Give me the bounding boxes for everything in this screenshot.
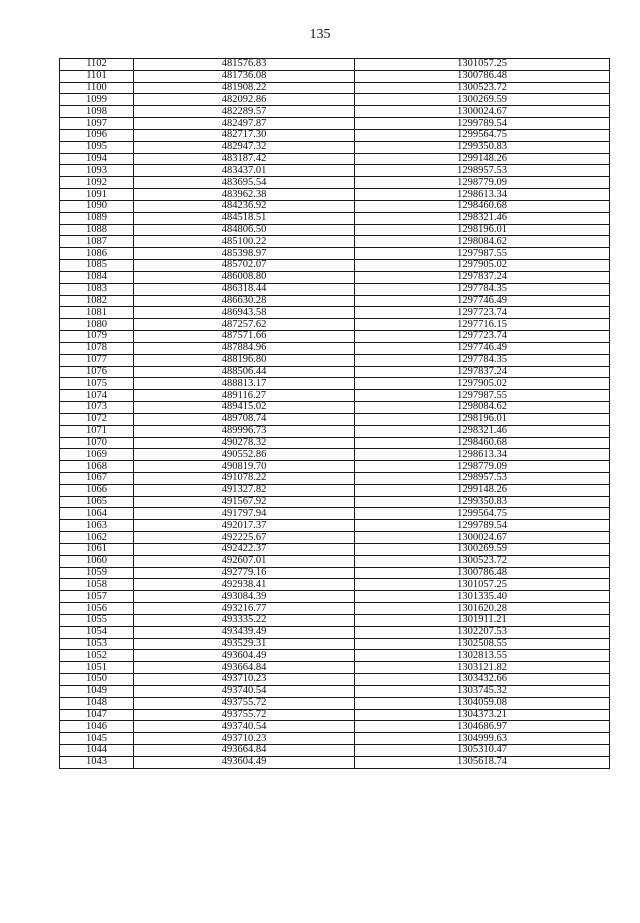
x-coordinate-cell: 486318.44	[134, 283, 355, 295]
table-row	[60, 106, 610, 118]
table-row	[60, 402, 610, 414]
y-coordinate-cell: 1297784.35	[355, 354, 610, 366]
y-coordinate-cell: 1298957.53	[355, 165, 610, 177]
x-coordinate-cell: 488813.17	[134, 378, 355, 390]
y-coordinate-cell: 1302508.55	[355, 638, 610, 650]
x-coordinate-cell: 481908.22	[134, 82, 355, 94]
y-coordinate-cell: 1300269.59	[355, 94, 610, 106]
y-coordinate-cell: 1301620.28	[355, 603, 610, 615]
x-coordinate-cell: 492422.37	[134, 543, 355, 555]
y-coordinate-cell: 1300786.48	[355, 567, 610, 579]
x-coordinate-cell: 492017.37	[134, 520, 355, 532]
y-coordinate-cell: 1297905.02	[355, 260, 610, 272]
point-number-cell: 1088	[60, 224, 134, 236]
x-coordinate-cell: 493529.31	[134, 638, 355, 650]
x-coordinate-cell: 485398.97	[134, 248, 355, 260]
x-coordinate-cell: 491567.92	[134, 496, 355, 508]
table-row	[60, 366, 610, 378]
point-number-cell: 1046	[60, 721, 134, 733]
table-row	[60, 638, 610, 650]
y-coordinate-cell: 1298196.01	[355, 224, 610, 236]
page-number: 135	[309, 27, 331, 42]
x-coordinate-cell: 493604.49	[134, 650, 355, 662]
coordinates-table-body	[60, 59, 610, 769]
point-number-cell: 1053	[60, 638, 134, 650]
y-coordinate-cell: 1298779.09	[355, 461, 610, 473]
x-coordinate-cell: 491797.94	[134, 508, 355, 520]
point-number-cell: 1094	[60, 153, 134, 165]
point-number-cell: 1048	[60, 697, 134, 709]
y-coordinate-cell: 1301335.40	[355, 591, 610, 603]
point-number-cell: 1082	[60, 295, 134, 307]
point-number-cell: 1065	[60, 496, 134, 508]
point-number-cell: 1068	[60, 461, 134, 473]
point-number-cell: 1095	[60, 141, 134, 153]
x-coordinate-cell: 491078.22	[134, 472, 355, 484]
point-number-cell: 1064	[60, 508, 134, 520]
y-coordinate-cell: 1298321.46	[355, 425, 610, 437]
point-number-cell: 1086	[60, 248, 134, 260]
table-row	[60, 425, 610, 437]
point-number-cell: 1052	[60, 650, 134, 662]
y-coordinate-cell: 1297723.74	[355, 307, 610, 319]
table-row	[60, 236, 610, 248]
y-coordinate-cell: 1297837.24	[355, 271, 610, 283]
table-row	[60, 520, 610, 532]
point-number-cell: 1047	[60, 709, 134, 721]
table-row	[60, 59, 610, 71]
x-coordinate-cell: 493439.49	[134, 626, 355, 638]
x-coordinate-cell: 493216.77	[134, 603, 355, 615]
x-coordinate-cell: 487571.66	[134, 331, 355, 343]
table-row	[60, 94, 610, 106]
point-number-cell: 1087	[60, 236, 134, 248]
x-coordinate-cell: 481736.08	[134, 70, 355, 82]
table-row	[60, 390, 610, 402]
point-number-cell: 1096	[60, 129, 134, 141]
y-coordinate-cell: 1301911.21	[355, 614, 610, 626]
point-number-cell: 1060	[60, 555, 134, 567]
table-row	[60, 260, 610, 272]
point-number-cell: 1057	[60, 591, 134, 603]
table-row	[60, 721, 610, 733]
point-number-cell: 1069	[60, 449, 134, 461]
x-coordinate-cell: 485100.22	[134, 236, 355, 248]
y-coordinate-cell: 1298613.34	[355, 189, 610, 201]
point-number-cell: 1063	[60, 520, 134, 532]
table-row	[60, 307, 610, 319]
point-number-cell: 1074	[60, 390, 134, 402]
x-coordinate-cell: 490819.70	[134, 461, 355, 473]
point-number-cell: 1058	[60, 579, 134, 591]
point-number-cell: 1055	[60, 614, 134, 626]
point-number-cell: 1083	[60, 283, 134, 295]
x-coordinate-cell: 492607.01	[134, 555, 355, 567]
table-row	[60, 555, 610, 567]
y-coordinate-cell: 1303745.32	[355, 685, 610, 697]
x-coordinate-cell: 487884.96	[134, 342, 355, 354]
point-number-cell: 1059	[60, 567, 134, 579]
y-coordinate-cell: 1302813.55	[355, 650, 610, 662]
table-row	[60, 70, 610, 82]
point-number-cell: 1102	[60, 59, 134, 71]
x-coordinate-cell: 482717.30	[134, 129, 355, 141]
table-row	[60, 331, 610, 343]
point-number-cell: 1081	[60, 307, 134, 319]
point-number-cell: 1067	[60, 472, 134, 484]
y-coordinate-cell: 1300786.48	[355, 70, 610, 82]
table-row	[60, 745, 610, 757]
point-number-cell: 1085	[60, 260, 134, 272]
point-number-cell: 1044	[60, 745, 134, 757]
x-coordinate-cell: 488196.80	[134, 354, 355, 366]
y-coordinate-cell: 1304999.63	[355, 733, 610, 745]
x-coordinate-cell: 486943.58	[134, 307, 355, 319]
point-number-cell: 1089	[60, 212, 134, 224]
x-coordinate-cell: 493755.72	[134, 697, 355, 709]
table-row	[60, 342, 610, 354]
y-coordinate-cell: 1304059.08	[355, 697, 610, 709]
x-coordinate-cell: 489116.27	[134, 390, 355, 402]
table-row	[60, 200, 610, 212]
x-coordinate-cell: 482497.87	[134, 118, 355, 130]
y-coordinate-cell: 1299350.83	[355, 141, 610, 153]
y-coordinate-cell: 1297987.55	[355, 248, 610, 260]
table-row	[60, 378, 610, 390]
y-coordinate-cell: 1298460.68	[355, 437, 610, 449]
table-row	[60, 532, 610, 544]
table-row	[60, 591, 610, 603]
x-coordinate-cell: 493604.49	[134, 756, 355, 768]
point-number-cell: 1072	[60, 413, 134, 425]
y-coordinate-cell: 1300024.67	[355, 532, 610, 544]
x-coordinate-cell: 482947.32	[134, 141, 355, 153]
y-coordinate-cell: 1297905.02	[355, 378, 610, 390]
x-coordinate-cell: 489415.02	[134, 402, 355, 414]
table-row	[60, 674, 610, 686]
x-coordinate-cell: 482289.57	[134, 106, 355, 118]
x-coordinate-cell: 481576.83	[134, 59, 355, 71]
point-number-cell: 1051	[60, 662, 134, 674]
table-row	[60, 614, 610, 626]
y-coordinate-cell: 1298084.62	[355, 402, 610, 414]
x-coordinate-cell: 493755.72	[134, 709, 355, 721]
point-number-cell: 1070	[60, 437, 134, 449]
point-number-cell: 1073	[60, 402, 134, 414]
table-row	[60, 472, 610, 484]
x-coordinate-cell: 486008.80	[134, 271, 355, 283]
table-row	[60, 484, 610, 496]
table-row	[60, 82, 610, 94]
x-coordinate-cell: 490278.32	[134, 437, 355, 449]
point-number-cell: 1100	[60, 82, 134, 94]
point-number-cell: 1077	[60, 354, 134, 366]
table-row	[60, 733, 610, 745]
coordinates-table	[59, 58, 610, 769]
y-coordinate-cell: 1297716.15	[355, 319, 610, 331]
table-row	[60, 319, 610, 331]
table-row	[60, 283, 610, 295]
y-coordinate-cell: 1301057.25	[355, 59, 610, 71]
y-coordinate-cell: 1297746.49	[355, 342, 610, 354]
table-row	[60, 626, 610, 638]
table-row	[60, 165, 610, 177]
y-coordinate-cell: 1302207.53	[355, 626, 610, 638]
x-coordinate-cell: 486630.28	[134, 295, 355, 307]
point-number-cell: 1084	[60, 271, 134, 283]
x-coordinate-cell: 493740.54	[134, 721, 355, 733]
x-coordinate-cell: 484518.51	[134, 212, 355, 224]
x-coordinate-cell: 483437.01	[134, 165, 355, 177]
point-number-cell: 1066	[60, 484, 134, 496]
y-coordinate-cell: 1300024.67	[355, 106, 610, 118]
y-coordinate-cell: 1297987.55	[355, 390, 610, 402]
x-coordinate-cell: 493710.23	[134, 733, 355, 745]
table-row	[60, 153, 610, 165]
table-row	[60, 224, 610, 236]
point-number-cell: 1076	[60, 366, 134, 378]
point-number-cell: 1043	[60, 756, 134, 768]
table-row	[60, 567, 610, 579]
y-coordinate-cell: 1299564.75	[355, 129, 610, 141]
y-coordinate-cell: 1301057.25	[355, 579, 610, 591]
x-coordinate-cell: 488506.44	[134, 366, 355, 378]
table-row	[60, 461, 610, 473]
y-coordinate-cell: 1304373.21	[355, 709, 610, 721]
y-coordinate-cell: 1298321.46	[355, 212, 610, 224]
point-number-cell: 1093	[60, 165, 134, 177]
table-row	[60, 650, 610, 662]
table-row	[60, 141, 610, 153]
table-row	[60, 118, 610, 130]
point-number-cell: 1092	[60, 177, 134, 189]
x-coordinate-cell: 484236.92	[134, 200, 355, 212]
x-coordinate-cell: 489996.73	[134, 425, 355, 437]
y-coordinate-cell: 1300269.59	[355, 543, 610, 555]
table-row	[60, 508, 610, 520]
y-coordinate-cell: 1298613.34	[355, 449, 610, 461]
y-coordinate-cell: 1299564.75	[355, 508, 610, 520]
y-coordinate-cell: 1298779.09	[355, 177, 610, 189]
y-coordinate-cell: 1297746.49	[355, 295, 610, 307]
x-coordinate-cell: 492779.16	[134, 567, 355, 579]
table-row	[60, 354, 610, 366]
point-number-cell: 1062	[60, 532, 134, 544]
x-coordinate-cell: 482092.86	[134, 94, 355, 106]
table-row	[60, 413, 610, 425]
point-number-cell: 1071	[60, 425, 134, 437]
x-coordinate-cell: 487257.62	[134, 319, 355, 331]
y-coordinate-cell: 1305310.47	[355, 745, 610, 757]
y-coordinate-cell: 1300523.72	[355, 555, 610, 567]
point-number-cell: 1101	[60, 70, 134, 82]
y-coordinate-cell: 1298957.53	[355, 472, 610, 484]
y-coordinate-cell: 1305618.74	[355, 756, 610, 768]
y-coordinate-cell: 1299148.26	[355, 153, 610, 165]
table-row	[60, 543, 610, 555]
x-coordinate-cell: 492225.67	[134, 532, 355, 544]
point-number-cell: 1054	[60, 626, 134, 638]
point-number-cell: 1061	[60, 543, 134, 555]
point-number-cell: 1050	[60, 674, 134, 686]
y-coordinate-cell: 1300523.72	[355, 82, 610, 94]
x-coordinate-cell: 493664.84	[134, 662, 355, 674]
y-coordinate-cell: 1303121.82	[355, 662, 610, 674]
point-number-cell: 1078	[60, 342, 134, 354]
y-coordinate-cell: 1299789.54	[355, 118, 610, 130]
y-coordinate-cell: 1298196.01	[355, 413, 610, 425]
point-number-cell: 1079	[60, 331, 134, 343]
y-coordinate-cell: 1297784.35	[355, 283, 610, 295]
point-number-cell: 1090	[60, 200, 134, 212]
y-coordinate-cell: 1298460.68	[355, 200, 610, 212]
x-coordinate-cell: 491327.82	[134, 484, 355, 496]
y-coordinate-cell: 1304686.97	[355, 721, 610, 733]
x-coordinate-cell: 485702.07	[134, 260, 355, 272]
table-row	[60, 496, 610, 508]
x-coordinate-cell: 483187.42	[134, 153, 355, 165]
x-coordinate-cell: 493664.84	[134, 745, 355, 757]
table-row	[60, 579, 610, 591]
table-row	[60, 189, 610, 201]
point-number-cell: 1049	[60, 685, 134, 697]
x-coordinate-cell: 489708.74	[134, 413, 355, 425]
x-coordinate-cell: 493335.22	[134, 614, 355, 626]
x-coordinate-cell: 493710.23	[134, 674, 355, 686]
point-number-cell: 1099	[60, 94, 134, 106]
table-row	[60, 603, 610, 615]
table-row	[60, 449, 610, 461]
y-coordinate-cell: 1303432.66	[355, 674, 610, 686]
x-coordinate-cell: 484806.50	[134, 224, 355, 236]
table-row	[60, 248, 610, 260]
point-number-cell: 1056	[60, 603, 134, 615]
y-coordinate-cell: 1298084.62	[355, 236, 610, 248]
x-coordinate-cell: 483962.38	[134, 189, 355, 201]
x-coordinate-cell: 493084.39	[134, 591, 355, 603]
y-coordinate-cell: 1297723.74	[355, 331, 610, 343]
table-row	[60, 662, 610, 674]
x-coordinate-cell: 493740.54	[134, 685, 355, 697]
table-row	[60, 697, 610, 709]
table-row	[60, 177, 610, 189]
table-row	[60, 437, 610, 449]
x-coordinate-cell: 490552.86	[134, 449, 355, 461]
table-row	[60, 212, 610, 224]
point-number-cell: 1091	[60, 189, 134, 201]
point-number-cell: 1080	[60, 319, 134, 331]
point-number-cell: 1045	[60, 733, 134, 745]
table-row	[60, 271, 610, 283]
x-coordinate-cell: 483695.54	[134, 177, 355, 189]
point-number-cell: 1075	[60, 378, 134, 390]
table-row	[60, 129, 610, 141]
table-row	[60, 709, 610, 721]
table-row	[60, 685, 610, 697]
point-number-cell: 1098	[60, 106, 134, 118]
y-coordinate-cell: 1299350.83	[355, 496, 610, 508]
y-coordinate-cell: 1299148.26	[355, 484, 610, 496]
x-coordinate-cell: 492938.41	[134, 579, 355, 591]
y-coordinate-cell: 1299789.54	[355, 520, 610, 532]
table-row	[60, 295, 610, 307]
y-coordinate-cell: 1297837.24	[355, 366, 610, 378]
table-row	[60, 756, 610, 768]
point-number-cell: 1097	[60, 118, 134, 130]
